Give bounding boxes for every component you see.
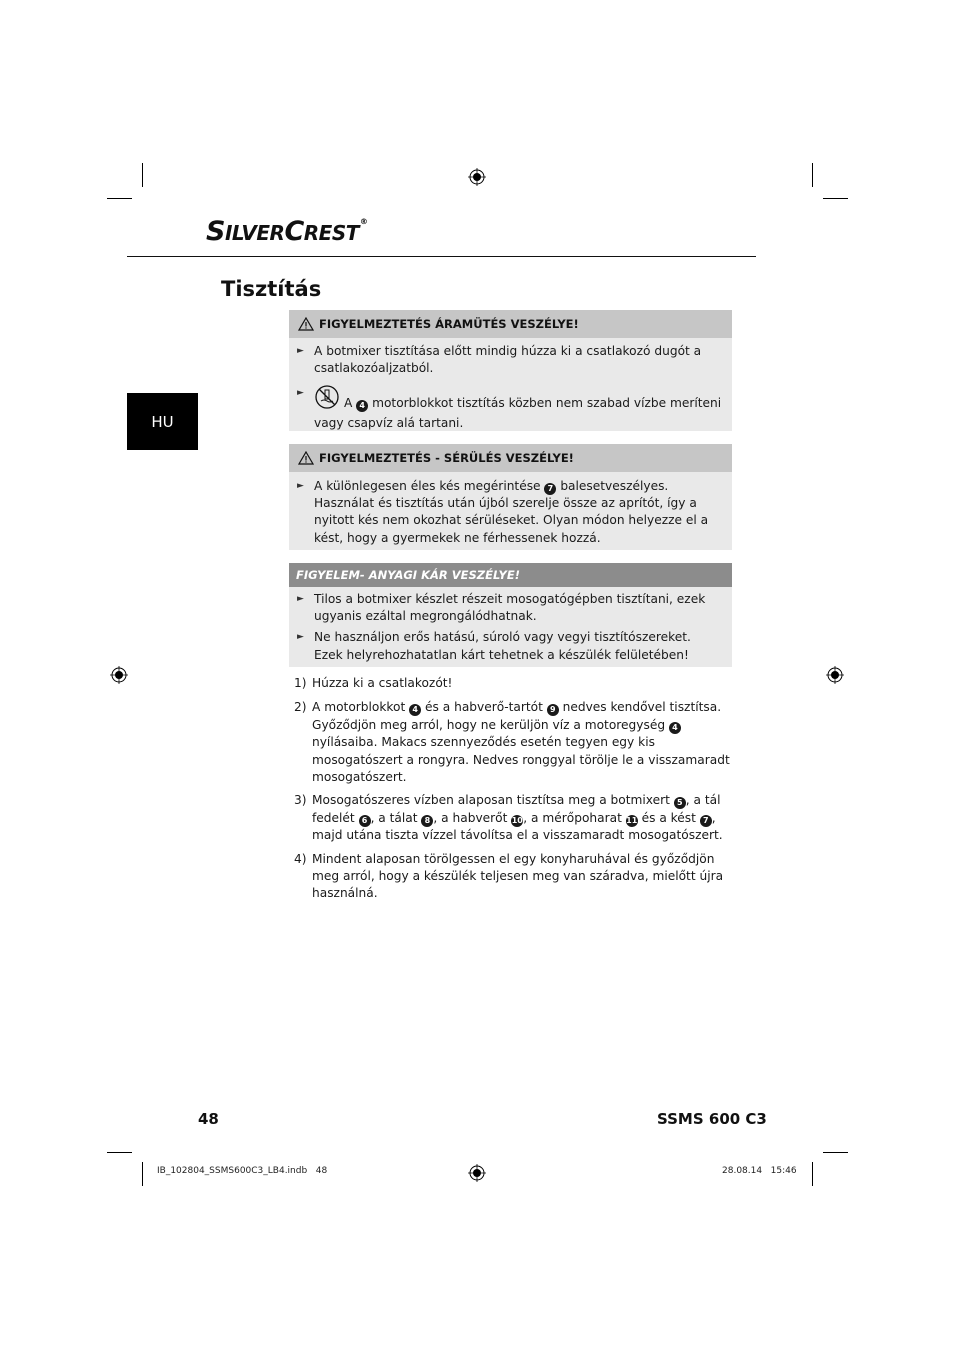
step-text: , a tálat <box>370 810 422 825</box>
warning-triangle-icon <box>298 451 314 465</box>
part-number-badge: 4 <box>669 722 681 734</box>
crop-mark <box>812 1162 813 1186</box>
part-number-badge: 8 <box>421 815 433 827</box>
step-text: , a tál fedelét <box>312 793 721 825</box>
list-item: ► Ne használjon erős hatású, súroló vagy vegyi tisztítószereket. Ezek helyrehozhatatlan kárt tehetnek a készülék felületében! <box>297 630 691 662</box>
step-text: Mindent alaposan törölgessen el egy konyharuhával és győződjön meg arról, hogy a készülék teljesen meg van száradva, mielőtt újra használná. <box>312 851 724 901</box>
step-item <box>294 699 734 786</box>
step-text: , a mérőpoharat <box>523 810 626 825</box>
crop-mark <box>812 163 813 187</box>
cleaning-steps-list <box>294 675 734 909</box>
crop-mark <box>823 1152 848 1153</box>
step-item <box>294 851 734 903</box>
part-number-badge: 7 <box>544 483 556 495</box>
step-item <box>294 675 734 692</box>
step-text: nyílásaiba. Makacs szennyeződés esetén tegyen egy kis mosogatószert a rongyra. Nedves ronggyal törölje le a visszamaradt mosogatószert. <box>312 735 730 785</box>
list-item: ► A különlegesen éles kés megérintése 7 balesetveszélyes. Használat és tisztítás után újból szerelje össze az aprítót, így a nyitott kés nem okozhat sérüléseket. Olyan módon helyezze el a kést, hogy a gyermekek ne férhessenek hozzá. <box>297 479 709 545</box>
part-number-badge: 10 <box>511 815 523 825</box>
language-tab: HU <box>127 393 198 450</box>
warning-triangle-icon <box>298 317 314 331</box>
step-text: Mosogatószeres vízben alaposan tisztítsa meg a botmixert <box>312 793 674 808</box>
step-number: 1) <box>294 676 307 690</box>
registration-mark-icon <box>468 168 486 186</box>
part-number-badge: 7 <box>700 815 712 827</box>
no-water-immersion-icon <box>314 385 340 414</box>
crop-mark <box>107 198 132 199</box>
part-number-badge: 9 <box>547 704 559 716</box>
step-text: és a habverő-tartót <box>421 700 547 715</box>
step-number: 2) <box>294 700 307 715</box>
warning-electric-box <box>289 310 732 431</box>
silvercrest-logo: SILVERCREST® <box>206 216 368 247</box>
step-text: nedves kendővel tisztítsa. Győződjön meg arról, hogy ne kerüljön víz a motoregység <box>312 700 722 732</box>
step-text: és a kést <box>637 810 700 825</box>
list-item: ► Tilos a botmixer készlet részeit mosogatógépben tisztítani, ezek ugyanis ezáltal megrongálódhatnak. <box>297 592 706 624</box>
crop-mark <box>107 1152 132 1153</box>
registration-mark-icon <box>110 666 128 684</box>
crop-mark <box>142 163 143 187</box>
bullet-arrow-icon: ► <box>297 346 304 356</box>
caution-damage-heading: FIGYELEM- ANYAGI KÁR VESZÉLYE! <box>289 563 732 587</box>
model-number: SSMS 600 C3 <box>657 1110 767 1128</box>
step-text: Húzza ki a csatlakozót! <box>312 676 453 690</box>
crop-mark <box>823 198 848 199</box>
part-number-badge: 5 <box>674 797 686 809</box>
step-item <box>294 792 734 844</box>
warning-electric-heading: FIGYELMEZTETÉS ÁRAMÜTÉS VESZÉLYE! <box>289 310 732 338</box>
step-text: A motorblokkot <box>312 700 410 715</box>
bullet-arrow-icon: ► <box>297 481 304 491</box>
print-slug-file: IB_102804_SSMS600C3_LB4.indb 48 <box>157 1166 328 1176</box>
part-number-badge: 4 <box>409 704 421 716</box>
registration-mark-icon <box>826 666 844 684</box>
registration-mark-icon <box>468 1164 486 1182</box>
bullet-arrow-icon: ► <box>297 388 304 399</box>
step-text: , majd utána tiszta vízzel távolítsa el a visszamaradt mosogatószert. <box>312 810 723 843</box>
crop-mark <box>142 1162 143 1186</box>
print-slug-date: 28.08.14 15:46 <box>722 1166 797 1176</box>
header-rule <box>127 256 756 257</box>
part-number-badge: 4 <box>356 400 368 412</box>
page-title: Tisztítás <box>221 277 322 301</box>
part-number-badge: 11 <box>626 815 638 825</box>
warning-injury-heading: FIGYELMEZTETÉS - SÉRÜLÉS VESZÉLYE! <box>289 444 732 472</box>
page-number: 48 <box>198 1110 219 1128</box>
part-number-badge: 6 <box>359 815 371 827</box>
step-number: 4) <box>294 851 307 866</box>
bullet-arrow-icon: ► <box>297 594 304 604</box>
warning-injury-box <box>289 444 732 550</box>
caution-damage-box <box>289 563 732 667</box>
step-number: 3) <box>294 793 307 808</box>
step-text: , a habverőt <box>433 810 512 825</box>
list-item: ► A botmixer tisztítása előtt mindig húzza ki a csatlakozó dugót a csatlakozóaljzatból. <box>297 344 702 376</box>
bullet-arrow-icon: ► <box>297 632 304 643</box>
list-item: ► A 4 motorblokkot tisztítás közben nem szabad vízbe meríteni vagy csapvíz alá tartani. <box>289 385 732 431</box>
